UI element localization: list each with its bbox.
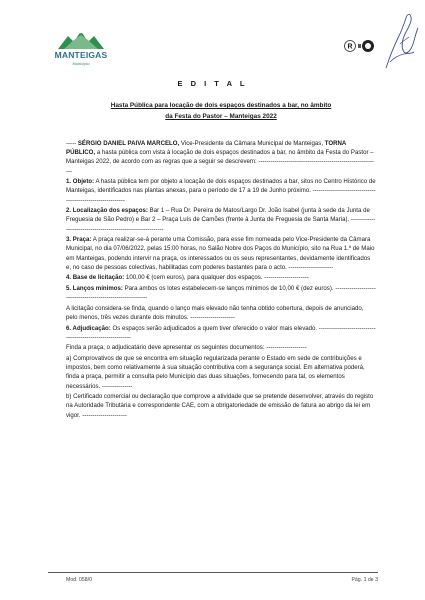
form-model-code: Mod. 058/0 — [66, 577, 92, 583]
mountains-logo-icon — [58, 30, 104, 50]
logo-name: MANTEIGAS — [54, 50, 108, 60]
clause-base-licitacao: 4. Base de licitação: 100,00 € (cem euros), para qualquer dos espaços. ---------------------- — [66, 274, 309, 282]
clause-lancos-minimos: 5. Lanços mínimos: Para ambos os lotes estabelecem-se lanços mínimos de 10,00 € (dez euros). ------------------------------------------------------------ — [66, 285, 376, 302]
documentos-paragraph: Finda a praça, o adjudicatário deve apresentar os seguintes documentos: -------------------- — [66, 344, 307, 352]
clause-praca: 3. Praça: A praça realizar-se-á perante uma Comissão, para esse fim nomeada pelo Vice-Presidente da Câmara Municipal, no dia 07/06/2022, pelas 15:00 horas, no Salão Nobre dos Paços do Município, sito na Rua 1.º de Maio em Manteigas, podendo intervir na praça, os interessados ou os seus representantes, devidamente identificados e, no caso de pessoas colectivas, habilitadas com poderes bastantes para o acto. ---------------------- — [66, 236, 375, 271]
signatory-name: SÉRGIO DANIEL PAIVA MARCELO, — [77, 140, 180, 147]
clause-localizacao: 2. Localização dos espaços: Bar 1 – Rua Dr. Pereira de Matos/Largo Dr. João Isabel (junta à sede da Junta de Freguesia de São Pedro) e Bar 2 – Praça Luís de Camões (frente à Junta de Freguesia de Santa Maria). ------------------------------------------------------------ — [66, 207, 376, 233]
handwritten-signature — [380, 8, 422, 74]
document-header — [0, 0, 425, 80]
document-title: E D I T A L — [177, 79, 248, 88]
manteigas-logo — [50, 30, 112, 78]
licitacao-finda-paragraph: A licitação considera-se finda, quando o lanço mais elevado não tenha obtido cobertura, depois de anunciado, pelo menos, três vezes durante dois minutos. ---------------------- — [66, 304, 364, 321]
page-footer — [48, 572, 378, 586]
page-number: Pág. 1 de 3 — [351, 577, 378, 583]
subject-line-1: Hasta Pública para locação de dois espaços destinados a bar, no âmbito — [110, 102, 332, 109]
cert-mark: R — [347, 43, 353, 51]
document-subject — [62, 100, 380, 122]
subject-line-2: da Festa do Pastor – Manteigas 2022 — [165, 113, 277, 120]
clause-objeto: 1. Objeto: A hasta pública tem por objeto a locação de dois espaços destinados a bar, sitos no Centro Histórico de Manteigas, identificados nas plantas anexas, para o período de 17 a 19 de Junho próximo. ------------------------------------------------------------ — [66, 178, 376, 204]
item-b-paragraph: b) Certificado comercial ou declaração que comprove a atividade que se pretende desenvolver, através do registo na Autoridade Tributária e correspondente CAE, com a obrigatoriedade de emissão de fatura ao abrigo da lei em vigor. ---------------------- — [66, 393, 374, 419]
torna-publico: TORNA PÚBLICO, — [66, 140, 347, 157]
document-body — [66, 139, 376, 421]
clause-adjudicacao: 6. Adjudicação: Os espaços serão adjudicados a quem tiver oferecido o valor mais elevado. ------------------------------------------------------------ — [66, 324, 376, 341]
item-a-paragraph: a) Comprovativos de que se encontra em situação regularizada perante o Estado em sede de contribuições e impostos, bem como relativamente à sua situação contributiva com a segurança social. Em alternativa poderá, finda a praça, permitir a consulta pelo Município das duas situações, fornecendo para tal, os elementos necessários. --------------- — [66, 354, 365, 390]
logo-subtitle: Município — [72, 61, 90, 66]
certification-seal-icon — [344, 39, 378, 53]
intro-paragraph: ----- SÉRGIO DANIEL PAIVA MARCELO, Vice-Presidente da Câmara Municipal de Manteigas, TORNA PÚBLICO, a hasta pública com vista à locação de dois espaços destinados a bar, no âmbito da Festa do Pastor – Manteigas 2022, de acordo com as regras que a seguir se descrevem: ------------------------------------------------------------ — [66, 140, 375, 175]
